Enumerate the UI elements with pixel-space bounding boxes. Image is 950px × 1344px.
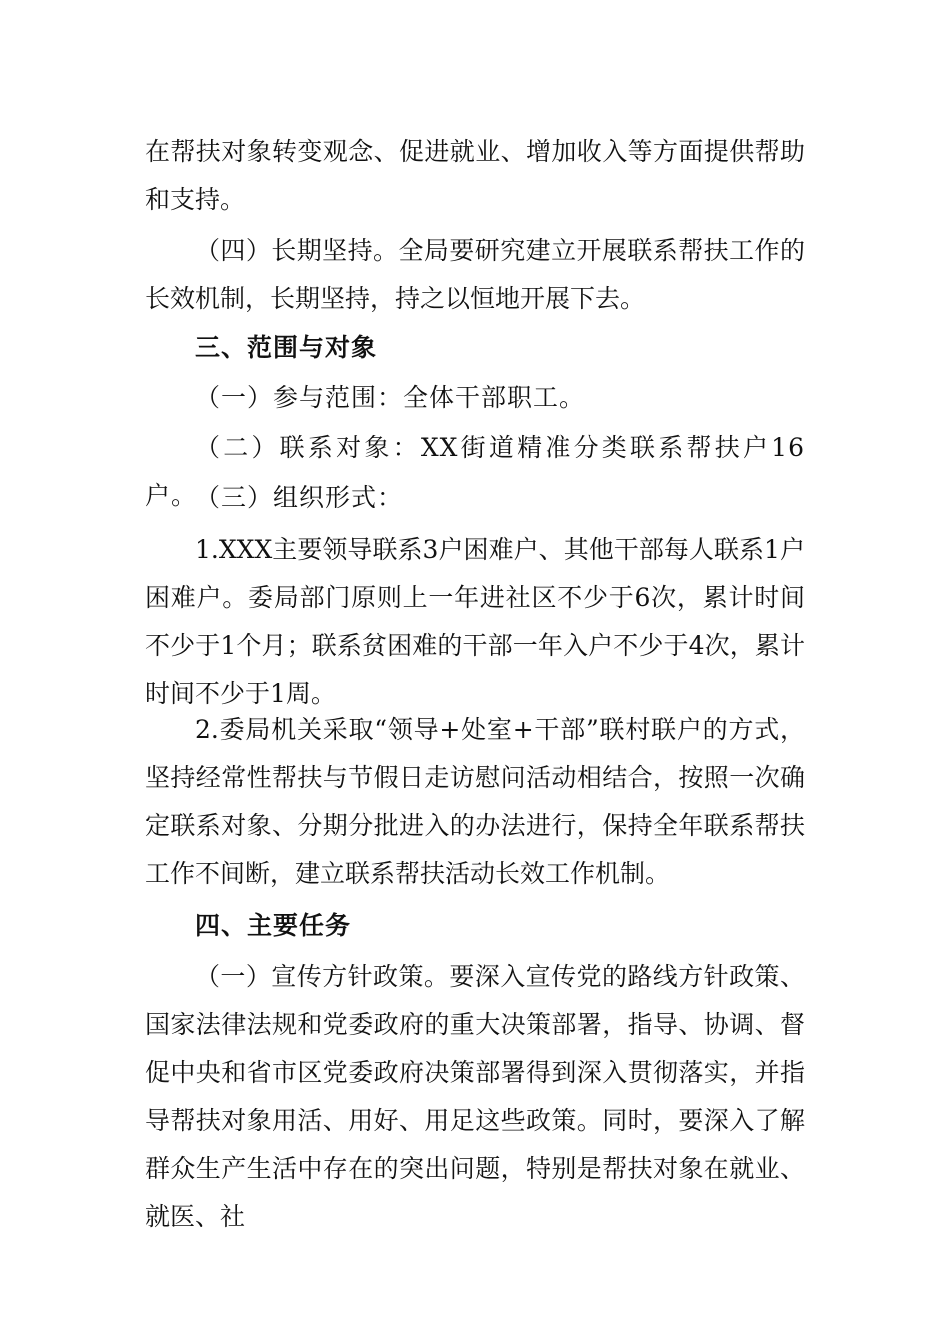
section-heading-tasks: 四、主要任务 [195,911,352,940]
paragraph-form-2: 2.委局机关采取“领导+处室+干部”联村联户的方式，坚持经常性帮扶与节假日走访慰问活动相结合，按照一次确定联系对象、分期分批进入的办法进行，保持全年联系帮扶工作不间断，建立联系帮扶活动长效工作机制。 [145,715,805,888]
list-item-form: （三）组织形式： [195,483,404,512]
paragraph-form-1: 1.XXX主要领导联系3户困难户、其他干部每人联系1户困难户。委局部门原则上一年进社区不少于6次，累计时间不少于1个月；联系贫困难的干部一年入户不少于4次，累计时间不少于1周。 [145,535,805,708]
list-item-target: （二）联系对象：XX街道精准分类联系帮扶户16户。 [145,433,805,510]
section-heading-scope: 三、范围与对象 [195,333,378,362]
paragraph-lead: （四）长期坚持。 [195,236,399,265]
paragraph-task-1 [145,953,805,1241]
paragraph-body: 全局要研究建立开展联系帮扶工作的长效机制，长期坚持，持之以恒地开展下去。 [145,236,805,313]
paragraph-lead: （一）宣传方针政策。 [195,962,450,991]
paragraph-long-term [145,227,805,323]
paragraph-body: 要深入宣传党的路线方针政策、国家法律法规和党委政府的重大决策部署，指导、协调、督促中央和省市区党委政府决策部署得到深入贯彻落实，并指导帮扶对象用活、用好、用足这些政策。同时，要深入了解群众生产生活中存在的突出问题，特别是帮扶对象在就业、就医、社 [145,962,805,1231]
paragraph-continuation: 在帮扶对象转变观念、促进就业、增加收入等方面提供帮助和支持。 [145,137,805,214]
list-item-scope: （一）参与范围：全体干部职工。 [195,383,586,412]
